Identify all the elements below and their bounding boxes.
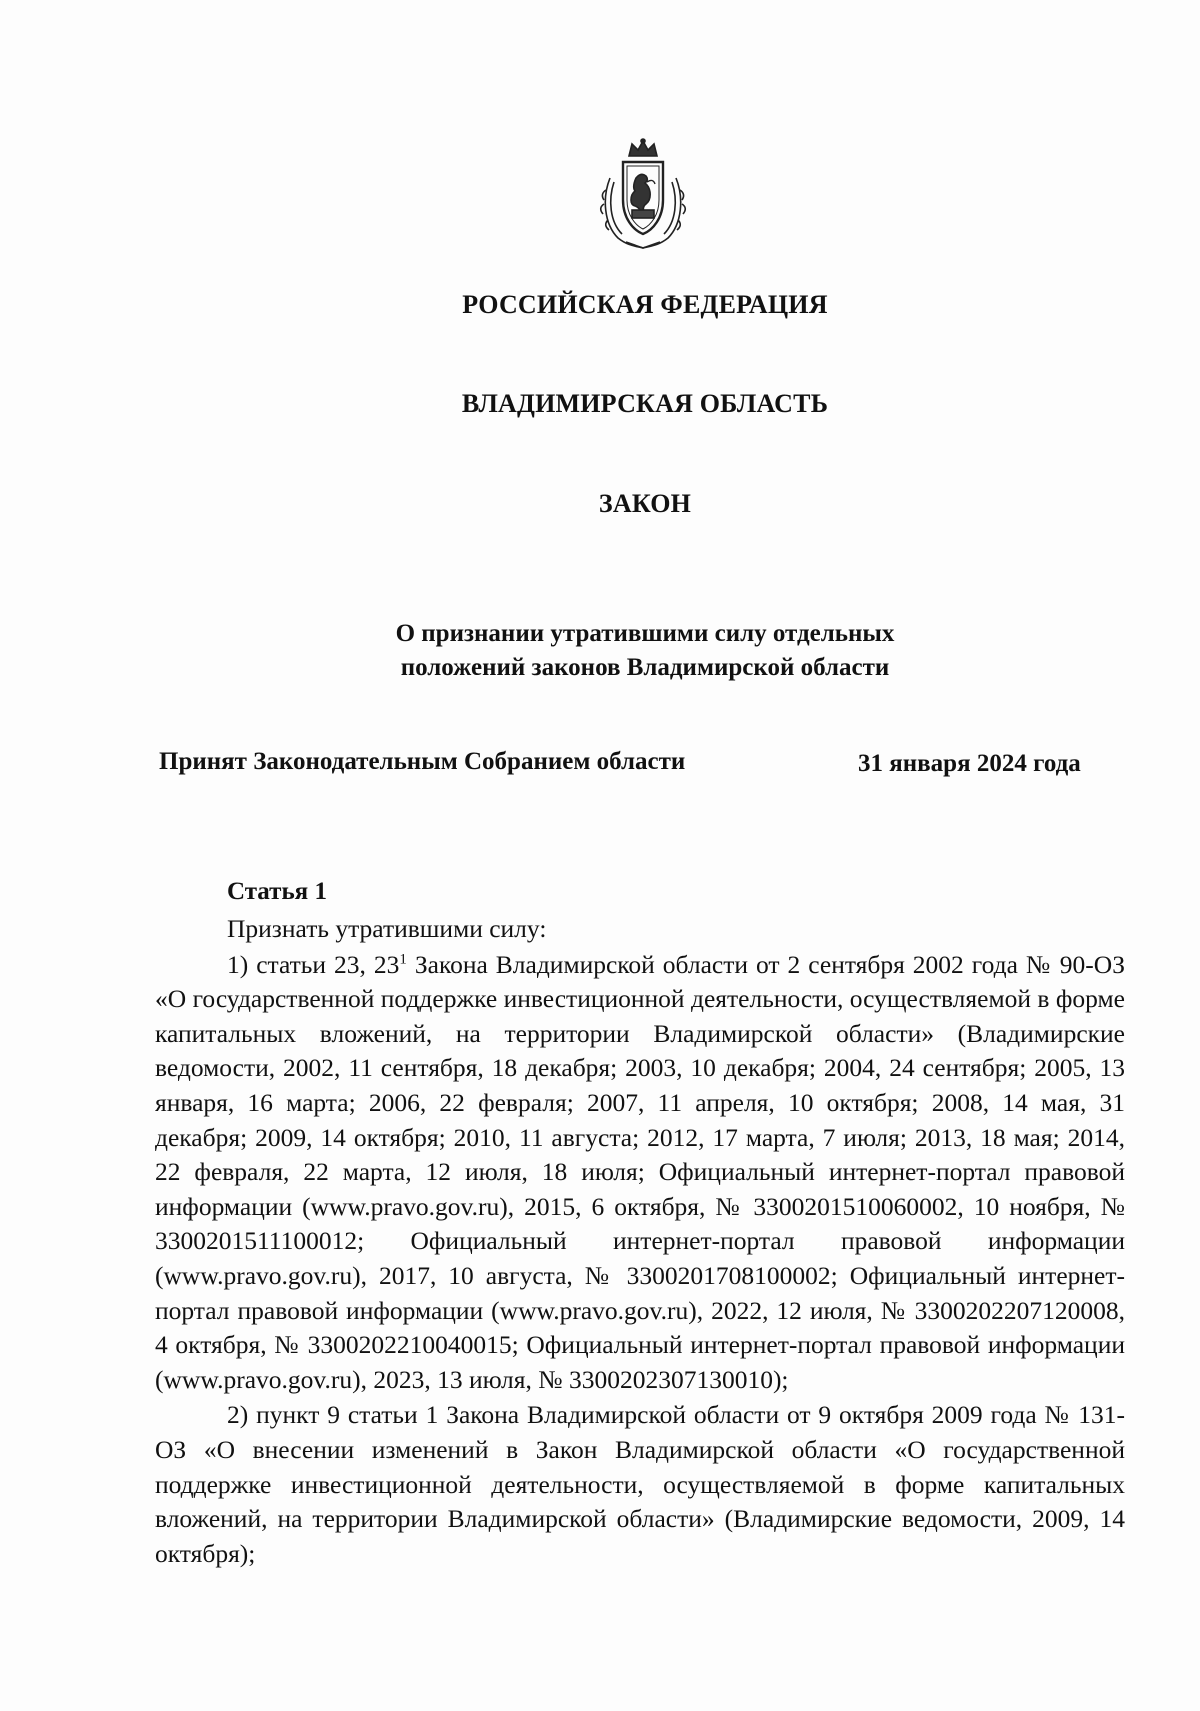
adoption-label: Принят Законодательным Собранием области [159, 748, 686, 775]
law-title-line-2: положений законов Владимирской области [400, 654, 890, 681]
article-1-intro: Признать утратившими силу: [227, 914, 547, 943]
article-1-item-1 [155, 948, 1125, 1398]
adoption-date: 31 января 2024 года [858, 750, 1081, 777]
law-title [300, 617, 990, 685]
article-1-item-2: 2) пункт 9 статьи 1 Закона Владимирской области от 9 октября 2009 года № 131-ОЗ «О внесении изменений в Закон Владимирской области «О государственной поддержке инвестиционной деятельности, осуществляемой в форме капитальных вложений, на территории Владимирской области» (Владимирские ведомости, 2009, 14 октября); [155, 1400, 1125, 1568]
article-1-title: Статья 1 [227, 878, 327, 905]
federation-heading: РОССИЙСКАЯ ФЕДЕРАЦИЯ [462, 290, 828, 319]
article-1-body [155, 912, 1125, 1571]
item-1-superscript: 1 [399, 951, 407, 968]
coat-of-arms-icon [596, 138, 690, 250]
item-1-rest: Закона Владимирской области от 2 сентября 2002 года № 90-ОЗ «О государственной поддержке инвестиционной деятельности, осуществляемой в форме капитальных вложений, на территории Владимирской области» (Владимирские ведомости, 2002, 11 сентября, 18 декабря; 2003, 10 декабря; 2004, 24 сентября; 2005, 13 января, 16 марта; 2006, 22 февраля; 2007, 11 апреля, 10 октября; 2008, 14 мая, 31 декабря; 2009, 14 октября; 2010, 11 августа; 2012, 17 марта, 7 июля; 2013, 18 мая; 2014, 22 февраля, 22 марта, 12 июля, 18 июля; Официальный интернет-портал правовой информации (www.pravo.gov.ru), 2015, 6 октября, № 3300201510060002, 10 ноября, № 3300201511100012; Официальный интернет-портал правовой информации (www.pravo.gov.ru), 2017, 10 августа, № 3300201708100002; Официальный интернет-портал правовой информации (www.pravo.gov.ru), 2022, 12 июля, № 3300202207120008, 4 октября, № 3300202210040015; Официальный интернет-портал правовой информации (www.pravo.gov.ru), 2023, 13 июля, № 3300202307130010); [155, 949, 1125, 1394]
region-heading: ВЛАДИМИРСКАЯ ОБЛАСТЬ [461, 389, 829, 418]
document-type-heading: ЗАКОН [598, 489, 692, 518]
law-title-line-1: О признании утратившими силу отдельных [395, 620, 895, 647]
item-1-start: 1) статьи 23, 23 [227, 949, 400, 979]
